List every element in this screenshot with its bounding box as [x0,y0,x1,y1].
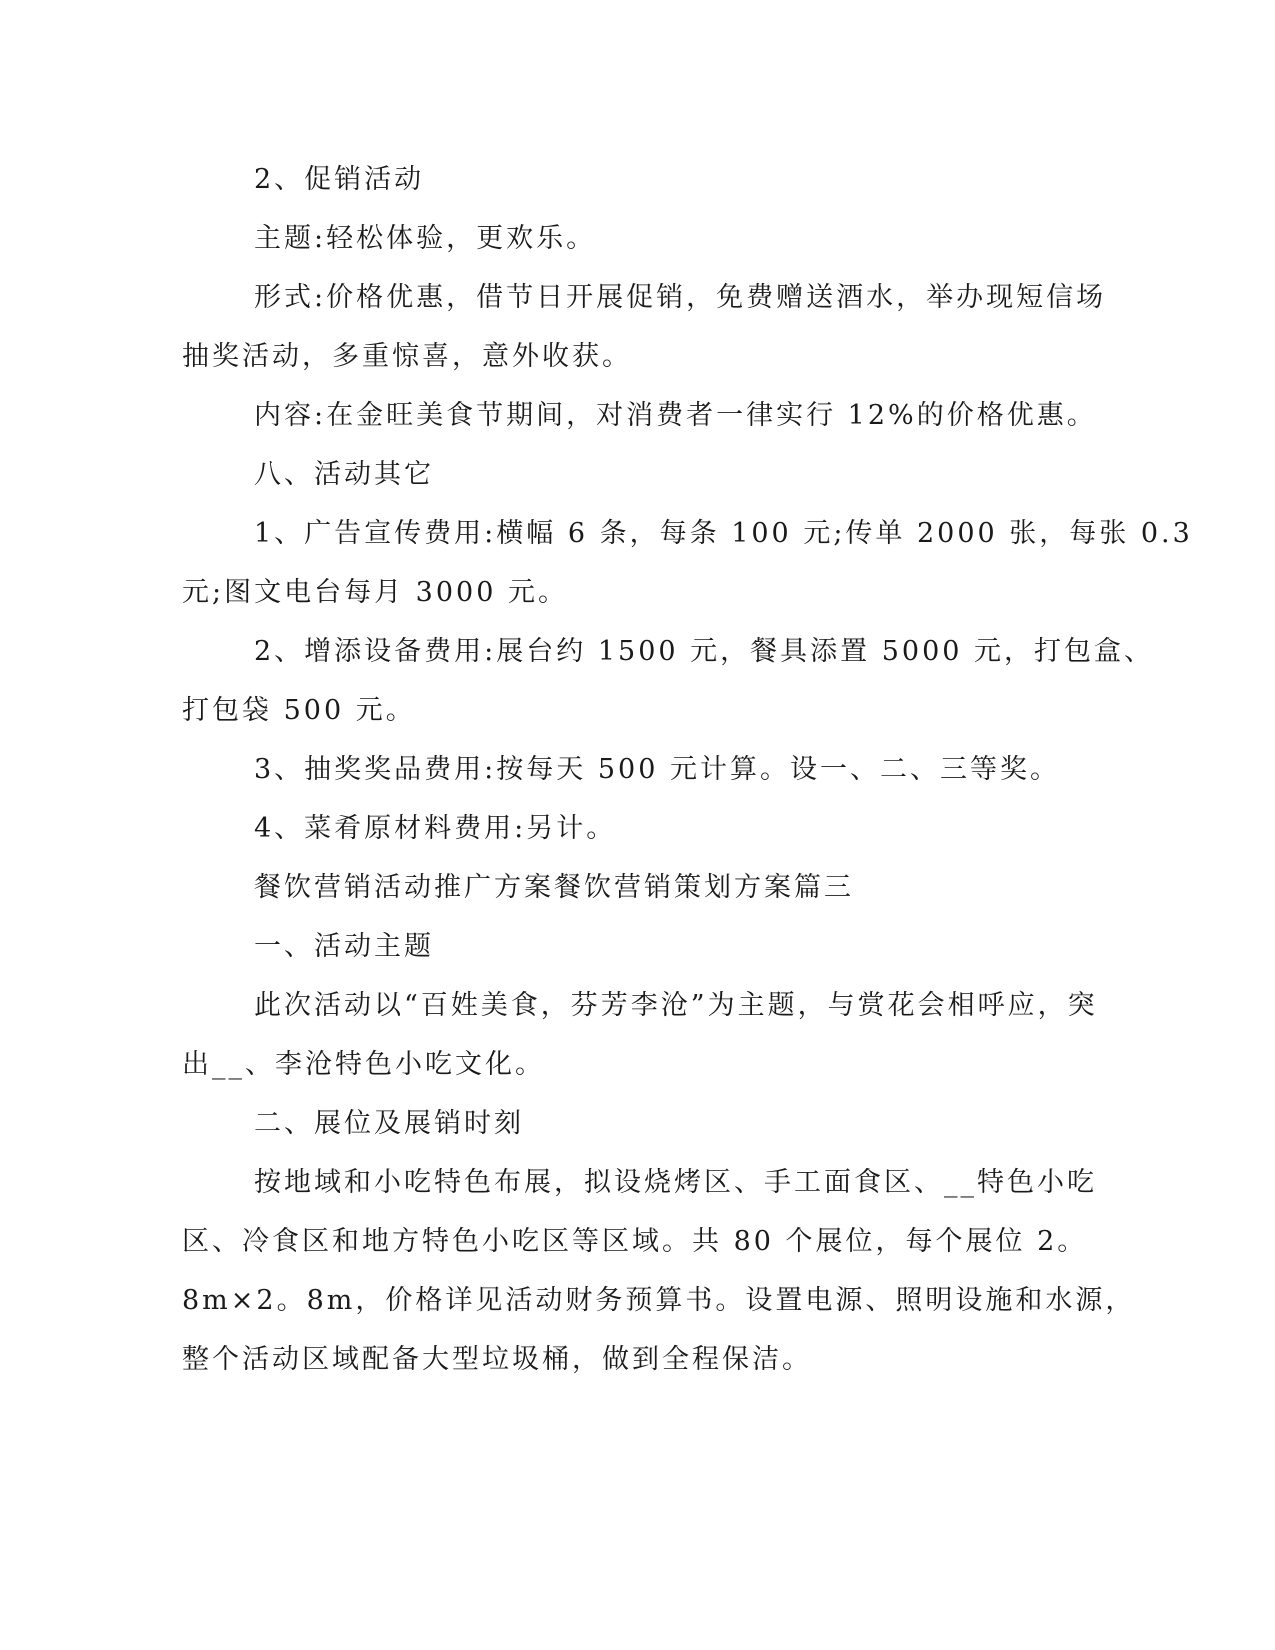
text-line-9: 2、增添设备费用:展台约 1500 元，餐具添置 5000 元，打包盒、 [254,636,1155,667]
article-title-part-three: 餐饮营销活动推广方案餐饮营销策划方案篇三 [254,872,854,903]
text-line-4: 抽奖活动，多重惊喜，意外收获。 [182,341,632,372]
text-line-19: 区、冷食区和地方特色小吃区等区域。共 80 个展位，每个展位 2。 [182,1226,1088,1257]
document-body [182,150,1193,1389]
section-heading-one: 一、活动主题 [254,931,434,962]
text-line-21: 整个活动区域配备大型垃圾桶，做到全程保洁。 [182,1344,812,1375]
text-line-20: 8m×2。8m，价格详见活动财务预算书。设置电源、照明设施和水源， [182,1285,1136,1316]
section-heading-two: 二、展位及展销时刻 [254,1108,524,1139]
text-line-5: 内容:在金旺美食节期间，对消费者一律实行 12%的价格优惠。 [254,400,1097,431]
text-line-2: 主题:轻松体验，更欢乐。 [254,223,597,254]
text-line-11: 3、抽奖奖品费用:按每天 500 元计算。设一、二、三等奖。 [254,754,1060,785]
text-line-3: 形式:价格优惠，借节日开展促销，免费赠送酒水，举办现短信场 [254,282,1107,313]
text-line-12: 4、菜肴原材料费用:另计。 [254,813,617,844]
text-line-1: 2、促销活动 [254,164,425,195]
text-line-8: 元;图文电台每月 3000 元。 [182,577,568,608]
text-line-10: 打包袋 500 元。 [182,695,416,726]
text-line-7: 1、广告宣传费用:横幅 6 条，每条 100 元;传单 2000 张，每张 0.3 [254,518,1193,549]
section-heading-eight: 八、活动其它 [254,459,434,490]
text-line-18: 按地域和小吃特色布展，拟设烧烤区、手工面食区、__特色小吃 [254,1167,1097,1198]
text-line-15: 此次活动以“百姓美食，芬芳李沧”为主题，与赏花会相呼应，突 [254,990,1098,1021]
text-line-16: 出__、李沧特色小吃文化。 [182,1049,545,1080]
